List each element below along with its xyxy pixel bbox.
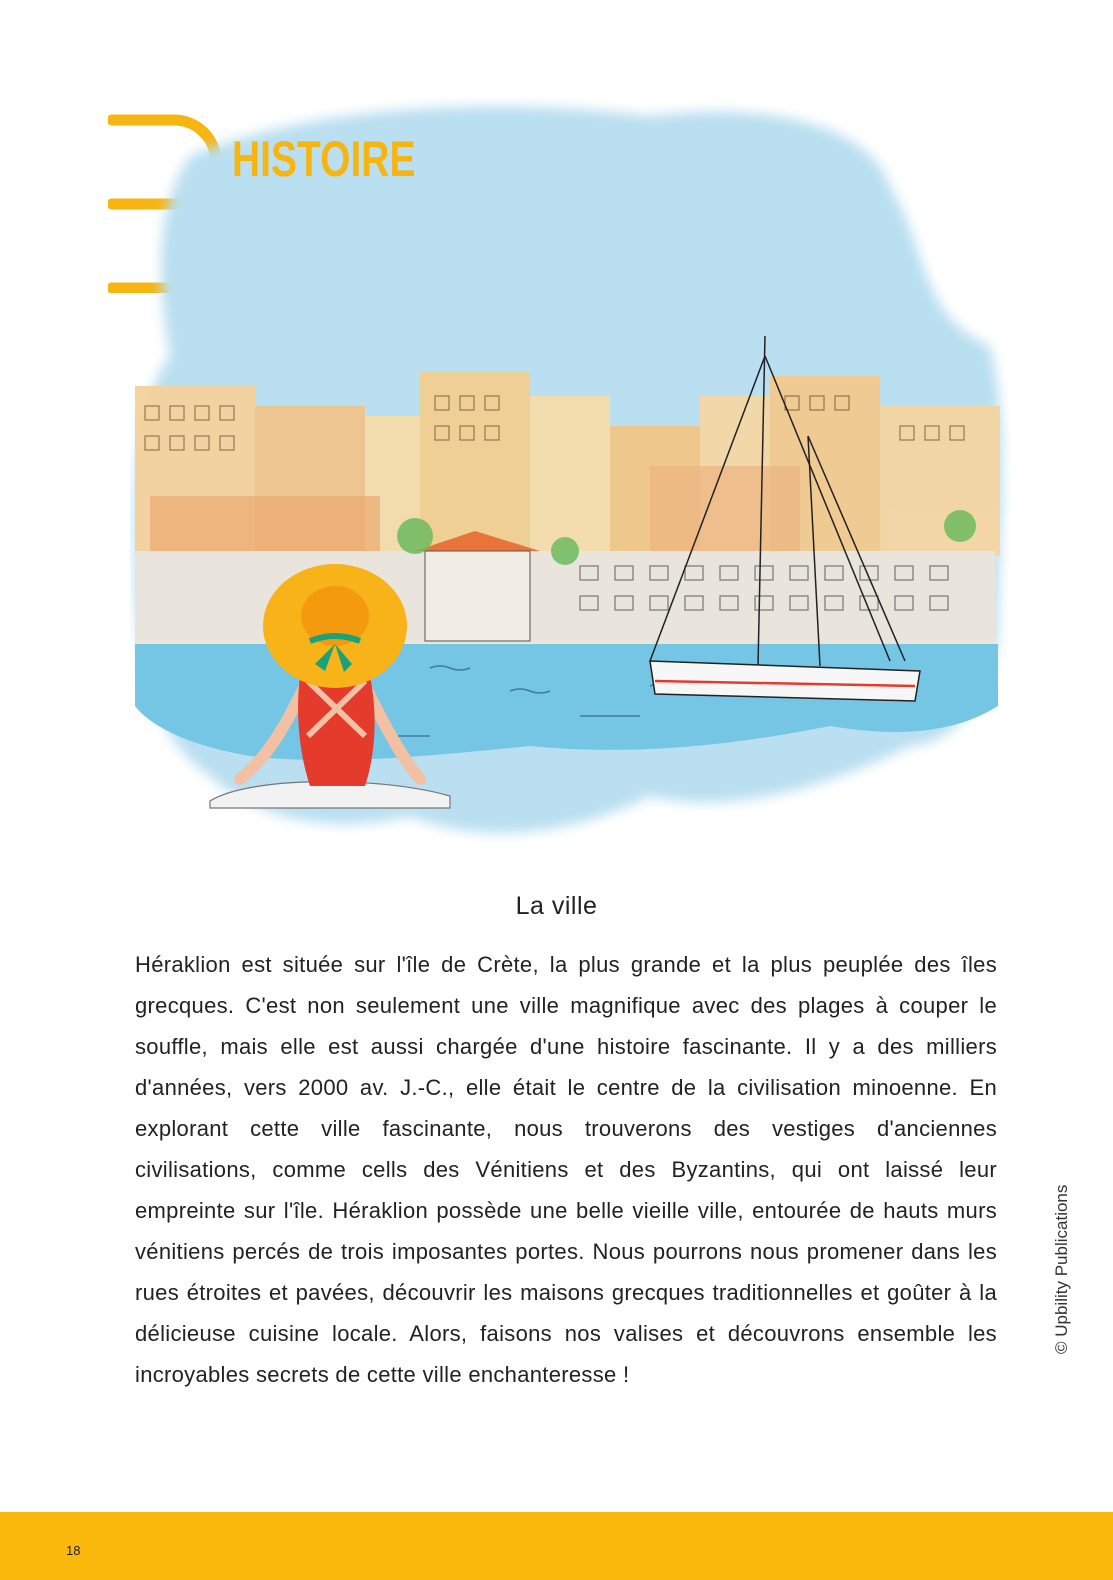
page-number: 18 — [66, 1543, 81, 1558]
body-paragraph: Héraklion est située sur l'île de Crète, la plus grande et la plus peuplée des îles grecques. C'est non seulement une ville magnifique avec des plages à couper le souffle, mais elle est aussi chargée d'une histoire fascinante. Il y a des milliers d'années, vers 2000 av. J.-C., elle était le centre de la civilisation minoenne. En explorant cette ville fascinante, nous trouverons des vestiges d'anciennes civilisations, comme cells des Vénitiens et des Byzantins, qui ont laissé leur empreinte sur l'île. Héraklion possède une belle vieille ville, entourée de hauts murs vénitiens percés de trois imposantes portes. Nous pourrons nous promener dans les rues étroites et pavées, découvrir les maisons grecques traditionnelles et goûter à la délicieuse cuisine locale. Alors, faisons nos valises et découvrons ensemble les incroyables secrets de cette ville enchanteresse ! — [135, 952, 997, 1387]
chapter-title: HISTOIRE — [232, 131, 416, 187]
harbour-illustration — [130, 96, 1010, 856]
section-heading: La ville — [515, 892, 598, 920]
footer-bar — [0, 1512, 1113, 1580]
copyright-notice: © Upbility Publications — [1052, 1184, 1071, 1354]
